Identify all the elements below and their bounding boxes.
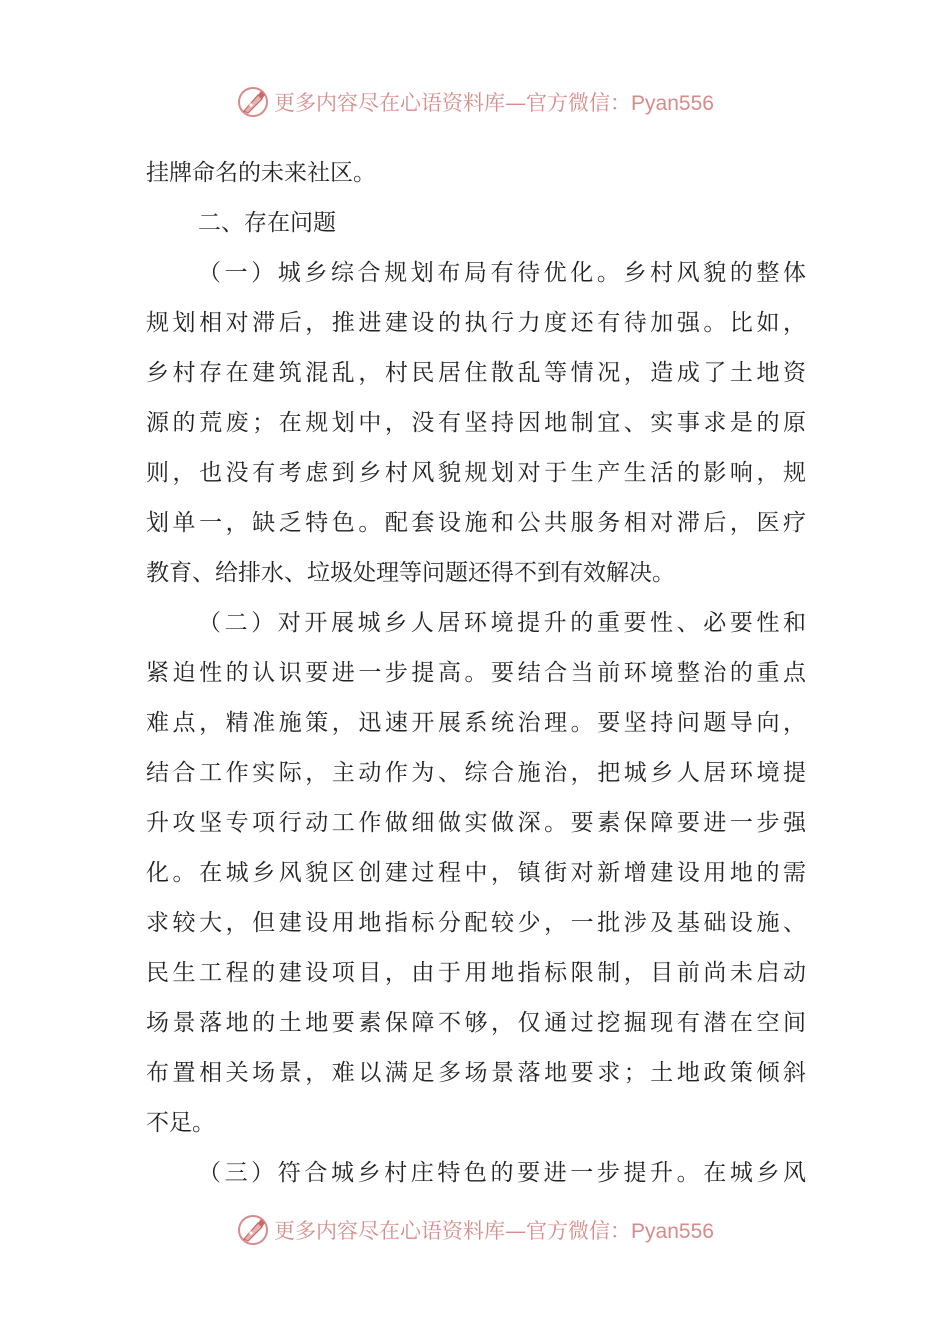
pen-nib-icon [236, 85, 270, 119]
section-heading: 二、存在问题 [198, 210, 336, 236]
watermark-wechat-id: Pyan556 [631, 92, 714, 115]
paragraph-line: 紧迫性的认识要进一步提高。要结合当前环境整治的重点 [146, 660, 806, 686]
paragraph-line: （二）对开展城乡人居环境提升的重要性、必要性和 [198, 610, 806, 636]
paragraph-line: 民生工程的建设项目，由于用地指标限制，目前尚未启动 [146, 960, 806, 986]
paragraph-line: 乡村存在建筑混乱，村民居住散乱等情况，造成了土地资 [146, 360, 806, 386]
watermark-text: 更多内容尽在心语资料库—官方微信：Pyan556 [274, 1219, 714, 1243]
paragraph-line: （三）符合城乡村庄特色的要进一步提升。在城乡风 [198, 1160, 806, 1186]
watermark-wechat-id: Pyan556 [631, 1220, 714, 1243]
paragraph-line: 规划相对滞后，推进建设的执行力度还有待加强。比如， [146, 310, 806, 336]
header-watermark [0, 82, 950, 122]
paragraph-line: 教育、给排水、垃圾处理等问题还得不到有效解决。 [146, 560, 675, 586]
footer-watermark [0, 1210, 950, 1250]
paragraph-line: 求较大，但建设用地指标分配较少，一批涉及基础设施、 [146, 910, 806, 936]
paragraph-line: 则，也没有考虑到乡村风貌规划对于生产生活的影响，规 [146, 460, 806, 486]
document-body [146, 148, 806, 1198]
paragraph-line: 难点，精准施策，迅速开展系统治理。要坚持问题导向， [146, 710, 806, 736]
pen-nib-icon [236, 1213, 270, 1247]
paragraph-line: 不足。 [146, 1110, 215, 1136]
paragraph-line: （一）城乡综合规划布局有待优化。乡村风貌的整体 [198, 260, 806, 286]
paragraph-line: 划单一，缺乏特色。配套设施和公共服务相对滞后，医疗 [146, 510, 806, 536]
paragraph-line: 化。在城乡风貌区创建过程中，镇街对新增建设用地的需 [146, 860, 806, 886]
paragraph-line: 挂牌命名的未来社区。 [146, 160, 376, 186]
paragraph-line: 升攻坚专项行动工作做细做实做深。要素保障要进一步强 [146, 810, 806, 836]
paragraph-line: 场景落地的土地要素保障不够，仅通过挖掘现有潜在空间 [146, 1010, 806, 1036]
paragraph-line: 布置相关场景，难以满足多场景落地要求；土地政策倾斜 [146, 1060, 806, 1086]
paragraph-line: 源的荒废；在规划中，没有坚持因地制宜、实事求是的原 [146, 410, 806, 436]
watermark-text: 更多内容尽在心语资料库—官方微信：Pyan556 [274, 91, 714, 115]
paragraph-line: 结合工作实际，主动作为、综合施治，把城乡人居环境提 [146, 760, 806, 786]
